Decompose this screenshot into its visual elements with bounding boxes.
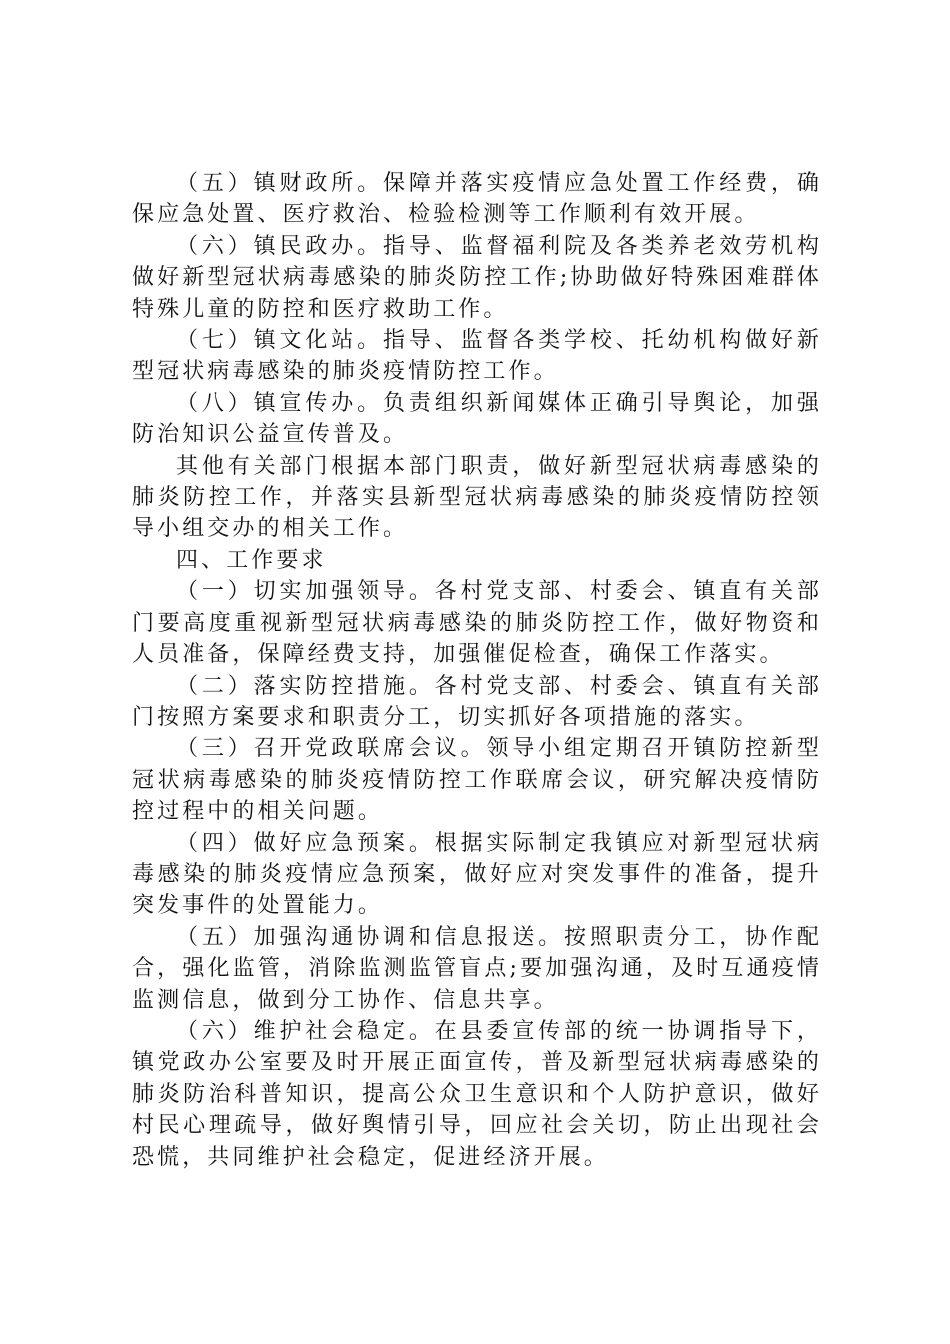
- document-body: [132, 168, 822, 1173]
- paragraph-civil-affairs-office: （六）镇民政办。指导、监督福利院及各类养老效劳机构做好新型冠状病毒感染的肺炎防控工作;协助做好特殊困难群体特殊儿童的防控和医疗救助工作。: [132, 233, 822, 322]
- paragraph-joint-meetings: （三）召开党政联席会议。领导小组定期召开镇防控新型冠状病毒感染的肺炎疫情防控工作联席会议，研究解决疫情防控过程中的相关问题。: [132, 736, 822, 825]
- paragraph-implement-measures: （二）落实防控措施。各村党支部、村委会、镇直有关部门按照方案要求和职责分工，切实抓好各项措施的落实。: [132, 673, 822, 730]
- paragraph-communication-reporting: （五）加强沟通协调和信息报送。按照职责分工，协作配合，强化监管，消除监测监管盲点;要加强沟通，及时互通疫情监测信息，做到分工协作、信息共享。: [132, 924, 822, 1013]
- paragraph-finance-office: （五）镇财政所。保障并落实疫情应急处置工作经费，确保应急处置、医疗救治、检验检测等工作顺利有效开展。: [132, 171, 822, 228]
- paragraph-other-departments: 其他有关部门根据本部门职责，做好新型冠状病毒感染的肺炎防控工作，并落实县新型冠状病毒感染的肺炎疫情防控领导小组交办的相关工作。: [132, 453, 822, 542]
- section-heading-work-requirements: 四、工作要求: [176, 547, 327, 573]
- paragraph-strengthen-leadership: （一）切实加强领导。各村党支部、村委会、镇直有关部门要高度重视新型冠状病毒感染的肺炎防控工作，做好物资和人员准备，保障经费支持，加强催促检查，确保工作落实。: [132, 579, 822, 668]
- paragraph-social-stability: （六）维护社会稳定。在县委宣传部的统一协调指导下，镇党政办公室要及时开展正面宣传，普及新型冠状病毒感染的肺炎防治科普知识，提高公众卫生意识和个人防护意识，做好村民心理疏导，做好舆情引导，回应社会关切，防止出现社会恐慌，共同维护社会稳定，促进经济开展。: [132, 1018, 822, 1170]
- paragraph-emergency-plan: （四）做好应急预案。根据实际制定我镇应对新型冠状病毒感染的肺炎疫情应急预案，做好应对突发事件的准备，提升突发事件的处置能力。: [132, 830, 822, 919]
- paragraph-publicity-office: （八）镇宣传办。负责组织新闻媒体正确引导舆论，加强防治知识公益宣传普及。: [132, 390, 822, 448]
- paragraph-culture-station: （七）镇文化站。指导、监督各类学校、托幼机构做好新型冠状病毒感染的肺炎疫情防控工作。: [132, 328, 822, 385]
